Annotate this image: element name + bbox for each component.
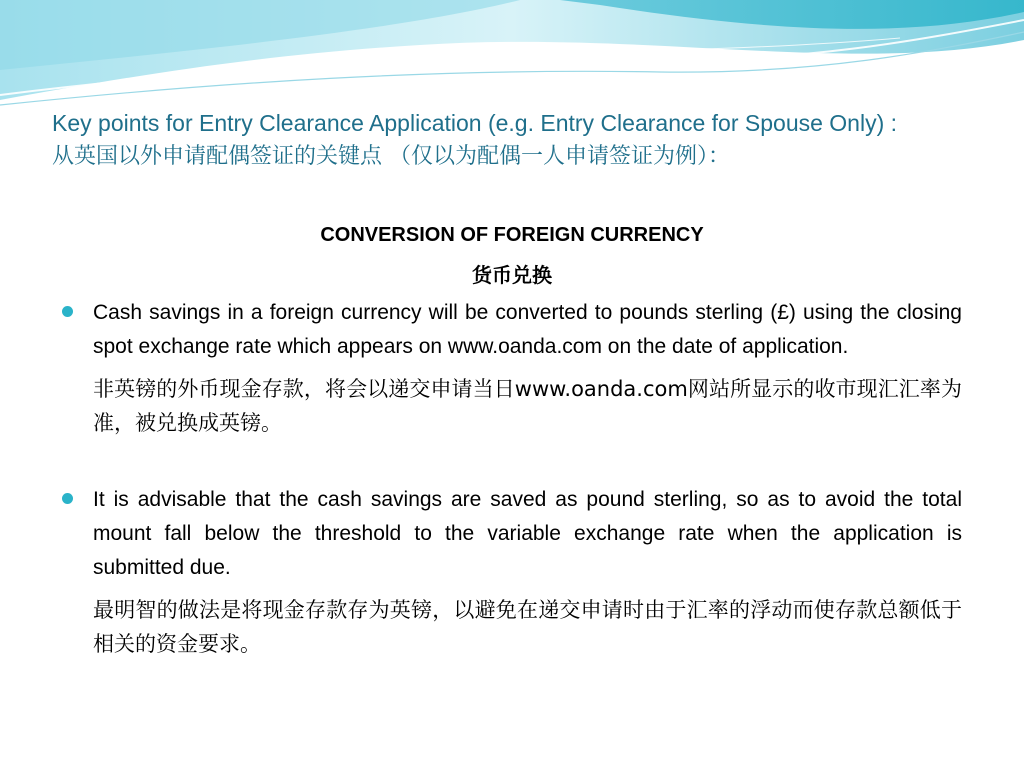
bullet-text-chinese: 非英镑的外币现金存款，将会以递交申请当日www.oanda.com网站所显示的收市现汇汇率为准，被兑换成英镑。 <box>93 377 962 435</box>
header-wave-decoration <box>0 0 1024 115</box>
title-chinese: 从英国以外申请配偶签证的关键点 （仅以为配偶一人申请签证为例）： <box>52 144 730 169</box>
section-heading-chinese: 货币兑换 <box>472 263 552 287</box>
bullet-text-chinese: 最明智的做法是将现金存款存为英镑，以避免在递交申请时由于汇率的浮动而使存款总额低于相关的资金要求。 <box>93 598 962 656</box>
bullet-text-english: It is advisable that the cash savings are saved as pound sterling, so as to avoid the total mount fall below the threshold to the variable exchange rate when the application is submitted due. <box>93 488 962 579</box>
bullet-list <box>62 296 962 661</box>
bullet-dot-icon <box>62 493 73 504</box>
bullet-item <box>62 296 962 440</box>
bullet-dot-icon <box>62 306 73 317</box>
bullet-text-english: Cash savings in a foreign currency will be converted to pounds sterling (£) using the closing spot exchange rate which appears on www.oanda.com on the date of application. <box>93 301 962 358</box>
slide-title <box>52 106 952 174</box>
section-heading-english: CONVERSION OF FOREIGN CURRENCY <box>320 224 704 246</box>
bullet-item <box>62 483 962 661</box>
title-english: Key points for Entry Clearance Application (e.g. Entry Clearance for Spouse Only) : <box>52 110 898 136</box>
